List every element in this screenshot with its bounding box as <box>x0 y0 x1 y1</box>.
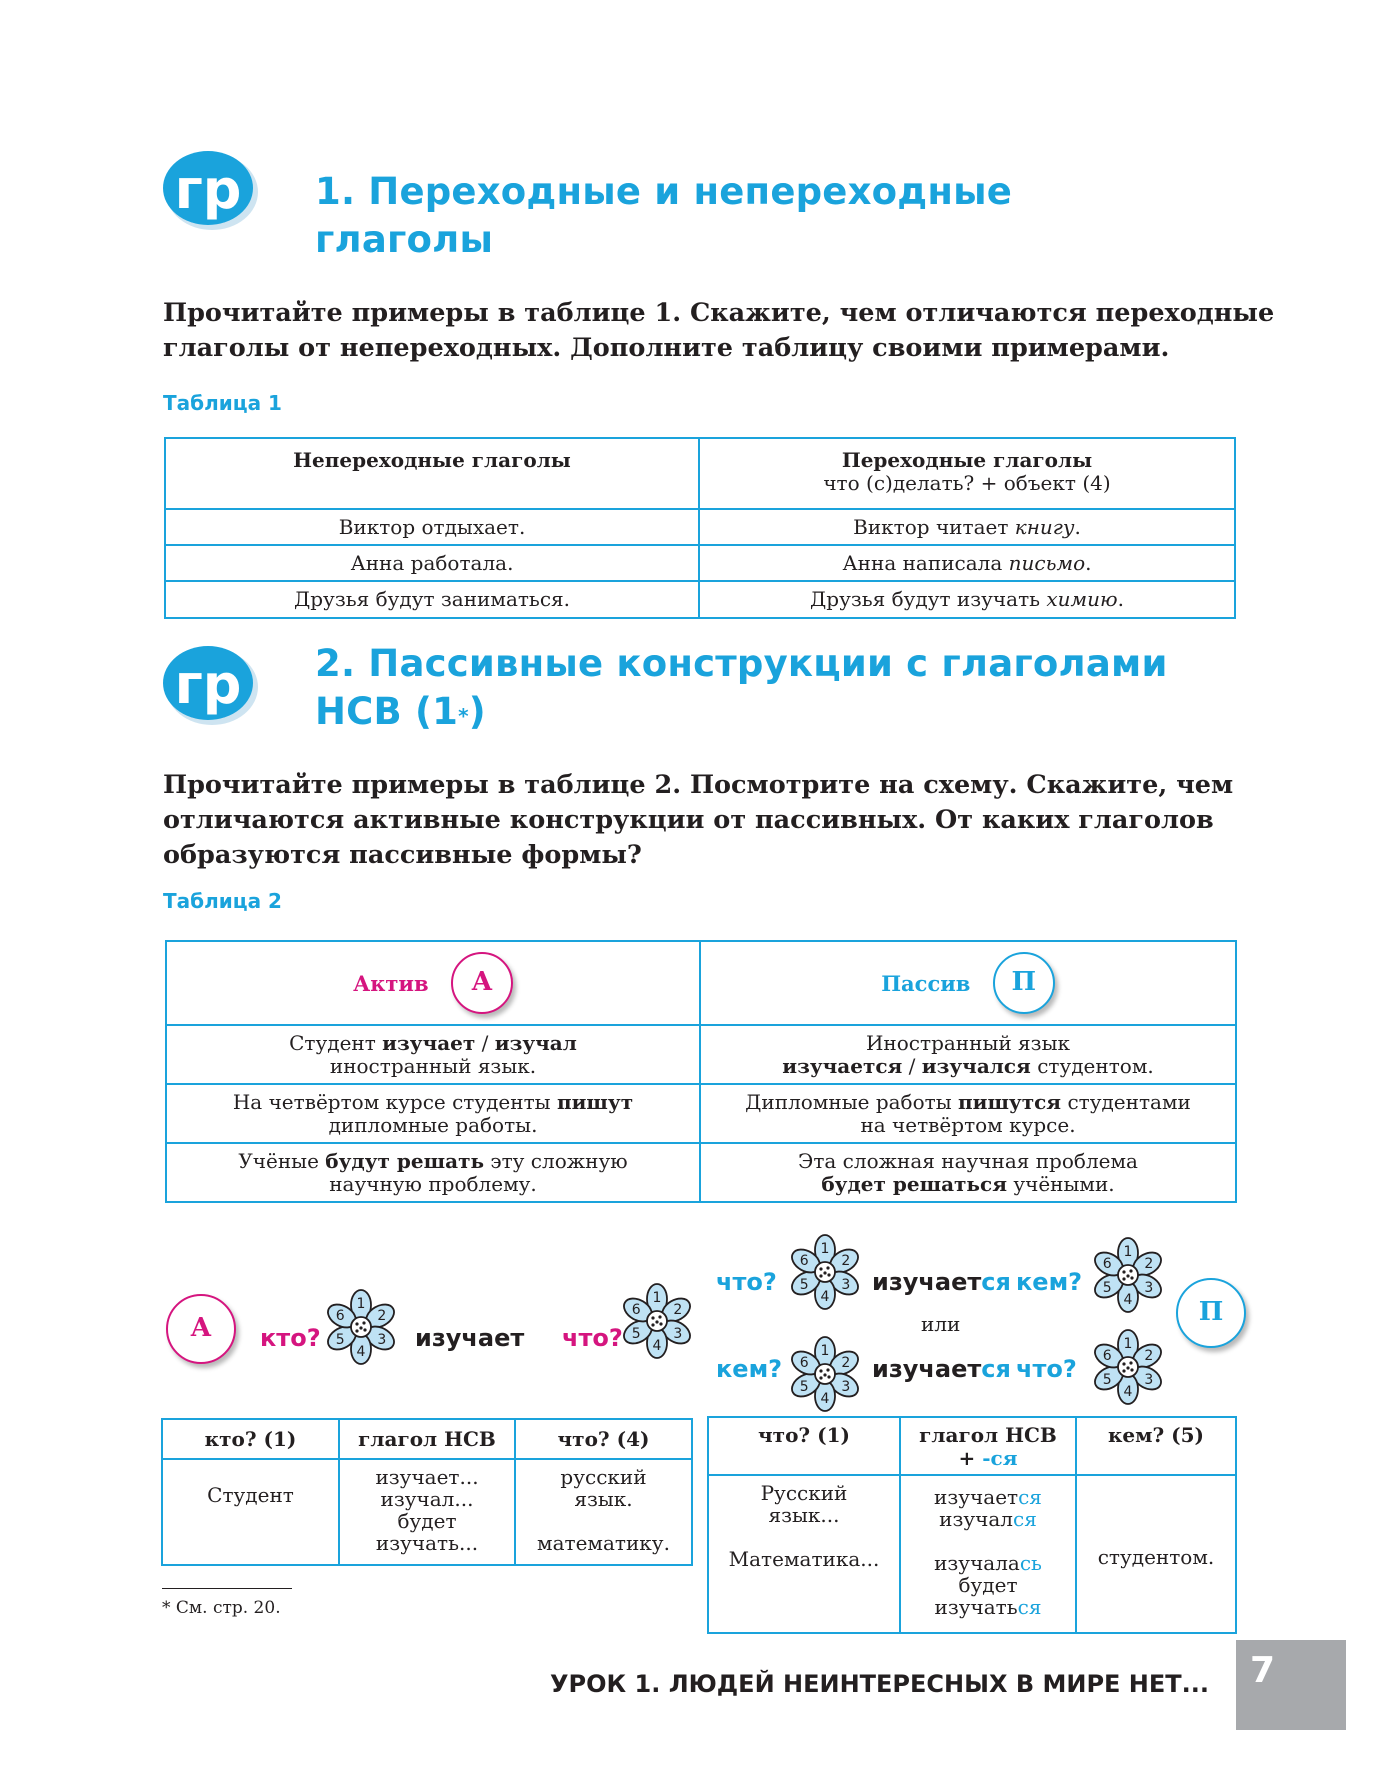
flower-petal-number: 3 <box>841 1277 851 1293</box>
flower-icon <box>782 1327 868 1421</box>
schema-active-circle: А <box>166 1294 236 1364</box>
flower-center-dot <box>1126 1366 1129 1369</box>
schema-passive-by-whom: кем? <box>1016 1268 1083 1296</box>
table3-active-scheme <box>161 1418 693 1566</box>
flower-petal-number: 3 <box>841 1379 851 1395</box>
flower-center-dot <box>355 1322 358 1325</box>
grammar-badge-icon <box>162 150 258 230</box>
flower-petal-number: 2 <box>673 1302 683 1318</box>
flower-icon <box>614 1274 700 1368</box>
flower-petal-number: 6 <box>1102 1256 1112 1272</box>
flower-petal-number: 2 <box>841 1355 851 1371</box>
table1-cell-intransitive: Виктор отдыхает. <box>165 509 699 545</box>
section1-instruction <box>163 296 1274 366</box>
flower-petal-number: 1 <box>1123 1336 1133 1352</box>
section2-instruction-line2: отличаются активные конструкции от пассивных. От каких глаголов <box>163 805 1214 835</box>
active-circle: А <box>451 952 513 1014</box>
table2-header-passive: Пассив П <box>700 941 1236 1025</box>
grammar-badge-icon <box>162 645 258 725</box>
table1-header-transitive <box>699 438 1235 509</box>
flower-petal-number: 6 <box>799 1253 809 1269</box>
flower-petal-number: 3 <box>1144 1372 1154 1388</box>
passive-circle: П <box>993 952 1055 1014</box>
grammar-badge-label: гр <box>174 653 242 716</box>
schema-passive-verb: изучается <box>872 1268 1011 1296</box>
table1-cell-transitive: Анна написала письмо. <box>699 545 1235 581</box>
flower-petal-number: 2 <box>841 1253 851 1269</box>
table2-cell-passive: Дипломные работы пишутся студентами на четвёртом курсе. <box>700 1084 1236 1143</box>
flower-petal-number: 5 <box>631 1326 641 1342</box>
flower-petal-number: 6 <box>1102 1348 1112 1364</box>
flower-petal-number: 2 <box>1144 1256 1154 1272</box>
section1-instruction-line2: глаголы от непереходных. Дополните таблицу своими примерами. <box>163 333 1170 363</box>
table1-header-transitive-title: Переходные глаголы <box>841 448 1093 472</box>
flower-petal-number: 1 <box>820 1343 830 1359</box>
flower-petal-number: 2 <box>377 1308 387 1324</box>
table1-cell-transitive: Виктор читает книгу. <box>699 509 1235 545</box>
flower-petal-number: 3 <box>673 1326 683 1342</box>
flower-center-dot <box>1129 1269 1132 1272</box>
table-row <box>165 509 1235 545</box>
table1-header-transitive-sub: что (с)делать? + объект (4) <box>823 471 1111 495</box>
table2-caption: Таблица 2 <box>163 889 282 913</box>
table4-verbs: изучается изучался изучалась будет изучаться <box>900 1475 1076 1633</box>
flower-center-dot <box>1122 1362 1125 1365</box>
flower-petal-number: 4 <box>1123 1292 1133 1308</box>
flower-petal-number: 6 <box>631 1302 641 1318</box>
section1-title <box>315 168 1012 264</box>
section2-instruction-line3: образуются пассивные формы? <box>163 840 642 870</box>
schema-passive-verb: изучается <box>872 1355 1011 1383</box>
flower-center-dot <box>363 1328 366 1331</box>
flower-center-dot <box>655 1320 658 1323</box>
table-row <box>166 1084 1236 1143</box>
flower-center-dot <box>1129 1361 1132 1364</box>
table3-subject: Студент <box>162 1459 339 1565</box>
flower-petal-number: 5 <box>335 1332 345 1348</box>
flower-petal-number: 3 <box>377 1332 387 1348</box>
section2-title-line2: НСВ (1*) <box>315 690 486 733</box>
flower-petal-number: 6 <box>799 1355 809 1371</box>
table3-header: что? (4) <box>515 1419 692 1459</box>
table4-header: кем? (5) <box>1076 1417 1236 1475</box>
schema-who: кто? <box>260 1324 321 1352</box>
schema-passive-by-whom: кем? <box>716 1355 783 1383</box>
table3-header: глагол НСВ <box>339 1419 515 1459</box>
table2 <box>165 940 1237 1203</box>
section2-instruction-line1: Прочитайте примеры в таблице 2. Посмотрите на схему. Скажите, чем <box>163 770 1234 800</box>
table1-header-intransitive: Непереходные глаголы <box>165 438 699 509</box>
schema-active-verb: изучает <box>415 1324 525 1352</box>
table4-header: что? (1) <box>708 1417 900 1475</box>
flower-petal-number: 2 <box>1144 1348 1154 1364</box>
flower-center-dot <box>826 1368 829 1371</box>
flower-center-dot <box>819 1267 822 1270</box>
table2-cell-active: На четвёртом курсе студенты пишут дипломные работы. <box>166 1084 700 1143</box>
flower-petal-number: 4 <box>1123 1384 1133 1400</box>
table-row <box>165 545 1235 581</box>
page-number: 7 <box>1250 1650 1276 1691</box>
grammar-badge-label: гр <box>174 158 242 221</box>
flower-petal-number: 4 <box>652 1338 662 1354</box>
table4-subjects: Русский язык... Математика... <box>708 1475 900 1633</box>
table-row <box>166 1143 1236 1202</box>
table1 <box>164 437 1236 619</box>
table-row <box>165 581 1235 618</box>
table-row <box>162 1459 692 1565</box>
section1-instruction-line1: Прочитайте примеры в таблице 1. Скажите, чем отличаются переходные <box>163 298 1275 328</box>
flower-petal-number: 5 <box>1102 1372 1112 1388</box>
schema-passive-what: что? <box>1016 1355 1077 1383</box>
schema-what: что? <box>562 1324 623 1352</box>
flower-center-dot <box>651 1316 654 1319</box>
flower-center-dot <box>819 1369 822 1372</box>
flower-petal-number: 6 <box>335 1308 345 1324</box>
table4-header: глагол НСВ + -ся <box>900 1417 1076 1475</box>
table3-header: кто? (1) <box>162 1419 339 1459</box>
flower-center-dot <box>823 1271 826 1274</box>
flower-petal-number: 1 <box>652 1290 662 1306</box>
footnote-divider <box>162 1588 292 1589</box>
table1-cell-intransitive: Друзья будут заниматься. <box>165 581 699 618</box>
section1-title-line1: 1. Переходные и непереходные <box>315 170 1013 213</box>
flower-icon <box>1085 1228 1171 1322</box>
table4-passive-scheme <box>707 1416 1237 1634</box>
table2-cell-passive: Иностранный язык изучается / изучался студентом. <box>700 1025 1236 1084</box>
table2-cell-active: Студент изучает / изучал иностранный язык. <box>166 1025 700 1084</box>
flower-center-dot <box>1130 1276 1133 1279</box>
flower-petal-number: 1 <box>820 1241 830 1257</box>
flower-center-dot <box>1122 1369 1125 1372</box>
footer-lesson-title: УРОК 1. ЛЮДЕЙ НЕИНТЕРЕСНЫХ В МИРЕ НЕТ... <box>550 1670 1209 1698</box>
table3-objects: русский язык. математику. <box>515 1459 692 1565</box>
flower-petal-number: 3 <box>1144 1280 1154 1296</box>
section2-title-line1: 2. Пассивные конструкции с глаголами <box>315 642 1168 685</box>
table2-cell-active: Учёные будут решать эту сложную научную проблему. <box>166 1143 700 1202</box>
flower-center-dot <box>355 1329 358 1332</box>
flower-petal-number: 1 <box>1123 1244 1133 1260</box>
flower-center-dot <box>658 1315 661 1318</box>
schema-passive-circle: П <box>1176 1278 1246 1348</box>
table3-verbs: изучает... изучал... будет изучать... <box>339 1459 515 1565</box>
flower-center-dot <box>827 1273 830 1276</box>
flower-center-dot <box>826 1266 829 1269</box>
flower-petal-number: 4 <box>820 1289 830 1305</box>
flower-petal-number: 1 <box>356 1296 366 1312</box>
flower-petal-number: 5 <box>799 1379 809 1395</box>
flower-center-dot <box>362 1321 365 1324</box>
section2-instruction <box>163 768 1233 873</box>
flower-petal-number: 4 <box>820 1391 830 1407</box>
flower-center-dot <box>827 1375 830 1378</box>
flower-center-dot <box>1130 1368 1133 1371</box>
table1-caption: Таблица 1 <box>163 391 282 415</box>
flower-center-dot <box>1122 1270 1125 1273</box>
flower-center-dot <box>819 1274 822 1277</box>
flower-icon <box>1085 1320 1171 1414</box>
schema-or: или <box>921 1312 961 1336</box>
flower-center-dot <box>651 1323 654 1326</box>
schema-passive-what: что? <box>716 1268 777 1296</box>
flower-center-dot <box>359 1326 362 1329</box>
footnote: * См. стр. 20. <box>162 1598 281 1618</box>
flower-center-dot <box>659 1322 662 1325</box>
table2-header-active: Актив А <box>166 941 700 1025</box>
table2-cell-passive: Эта сложная научная проблема будет решаться учёными. <box>700 1143 1236 1202</box>
flower-petal-number: 5 <box>1102 1280 1112 1296</box>
flower-icon <box>782 1225 868 1319</box>
flower-petal-number: 4 <box>356 1344 366 1360</box>
flower-center-dot <box>1122 1277 1125 1280</box>
table-row <box>708 1475 1236 1633</box>
flower-center-dot <box>819 1376 822 1379</box>
flower-center-dot <box>1126 1274 1129 1277</box>
table-row <box>166 1025 1236 1084</box>
flower-icon <box>318 1280 404 1374</box>
section2-title <box>315 640 1168 736</box>
flower-center-dot <box>823 1373 826 1376</box>
flower-petal-number: 5 <box>799 1277 809 1293</box>
table4-agent: студентом. <box>1076 1475 1236 1633</box>
table1-cell-intransitive: Анна работала. <box>165 545 699 581</box>
section1-title-line2: глаголы <box>315 218 494 261</box>
table1-cell-transitive: Друзья будут изучать химию. <box>699 581 1235 618</box>
